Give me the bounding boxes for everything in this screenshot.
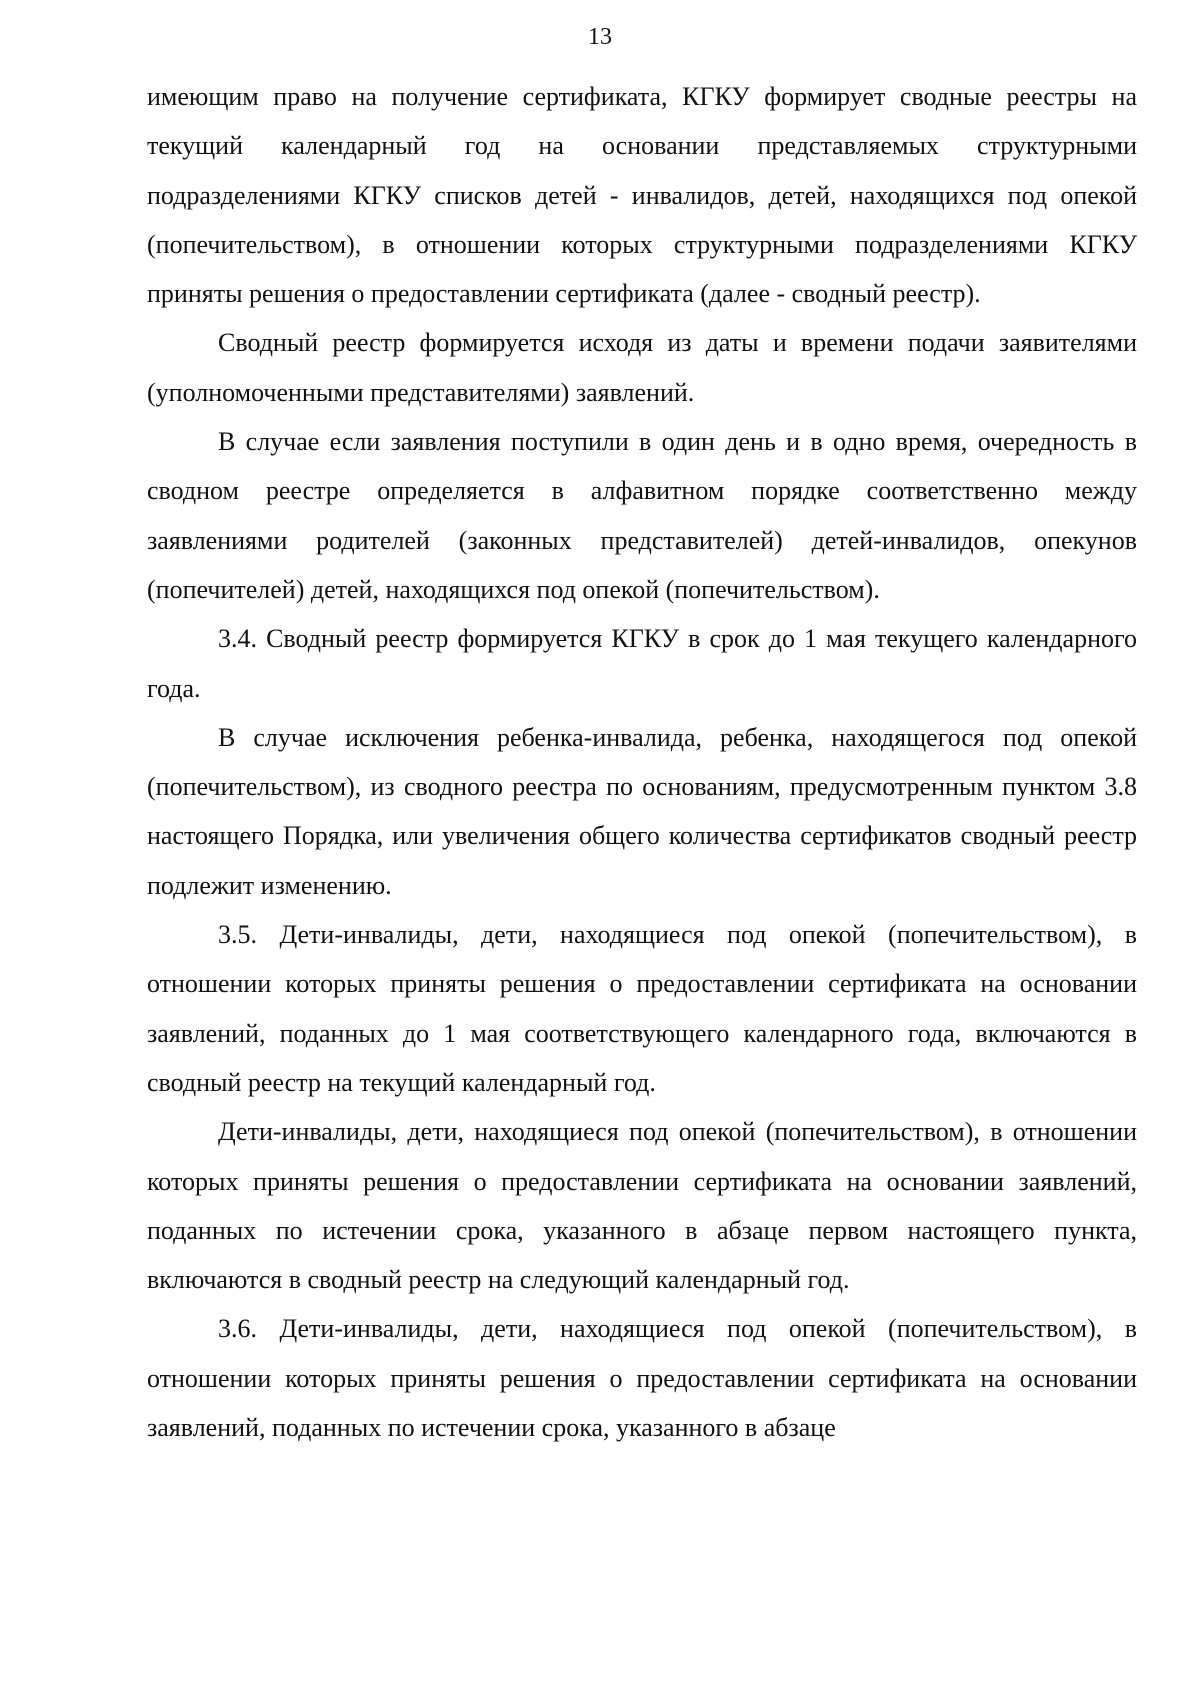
page-number: 13 [588, 24, 612, 50]
paragraph-3-5: 3.5. Дети-инвалиды, дети, находящиеся под опекой (попечительством), в отношении которых приняты решения о предоставлении сертификата на основании заявлений, поданных до 1 мая соответствующего календарного года, включаются в сводный реестр на текущий календарный год. [147, 920, 1137, 1097]
paragraph-registry-change: В случае исключения ребенка-инвалида, ребенка, находящегося под опекой (попечительством), из сводного реестра по основаниям, предусмотренным пунктом 3.8 настоящего Порядка, или увеличения общего количества сертификатов сводный реестр подлежит изменению. [147, 722, 1137, 900]
document-body [147, 72, 1137, 1452]
paragraph-continuation: имеющим право на получение сертификата, КГКУ формирует сводные реестры на текущий календарный год на основании представляемых структурными подразделениями КГКУ списков детей - инвалидов, детей, находящихся под опекой (попечительством), в отношении которых структурными подразделениями КГКУ приняты решения о предоставлении сертификата (далее - сводный реестр). [147, 82, 1137, 309]
paragraph-same-time-order: В случае если заявления поступили в один день и в одно время, очередность в сводном реестре определяется в алфавитном порядке соответственно между заявлениями родителей (законных представителей) детей-инвалидов, опекунов (попечителей) детей, находящихся под опекой (попечительством). [147, 427, 1137, 604]
paragraph-3-4: 3.4. Сводный реестр формируется КГКУ в срок до 1 мая текущего календарного года. [147, 624, 1137, 703]
paragraph-registry-formation: Сводный реестр формируется исходя из даты и времени подачи заявителями (уполномоченными представителями) заявлений. [147, 328, 1137, 407]
paragraph-next-year: Дети-инвалиды, дети, находящиеся под опекой (попечительством), в отношении которых приняты решения о предоставлении сертификата на основании заявлений, поданных по истечении срока, указанного в абзаце первом настоящего пункта, включаются в сводный реестр на следующий календарный год. [147, 1117, 1137, 1295]
paragraph-3-6: 3.6. Дети-инвалиды, дети, находящиеся под опекой (попечительством), в отношении которых приняты решения о предоставлении сертификата на основании заявлений, поданных по истечении срока, указанного в абзаце [147, 1314, 1137, 1443]
